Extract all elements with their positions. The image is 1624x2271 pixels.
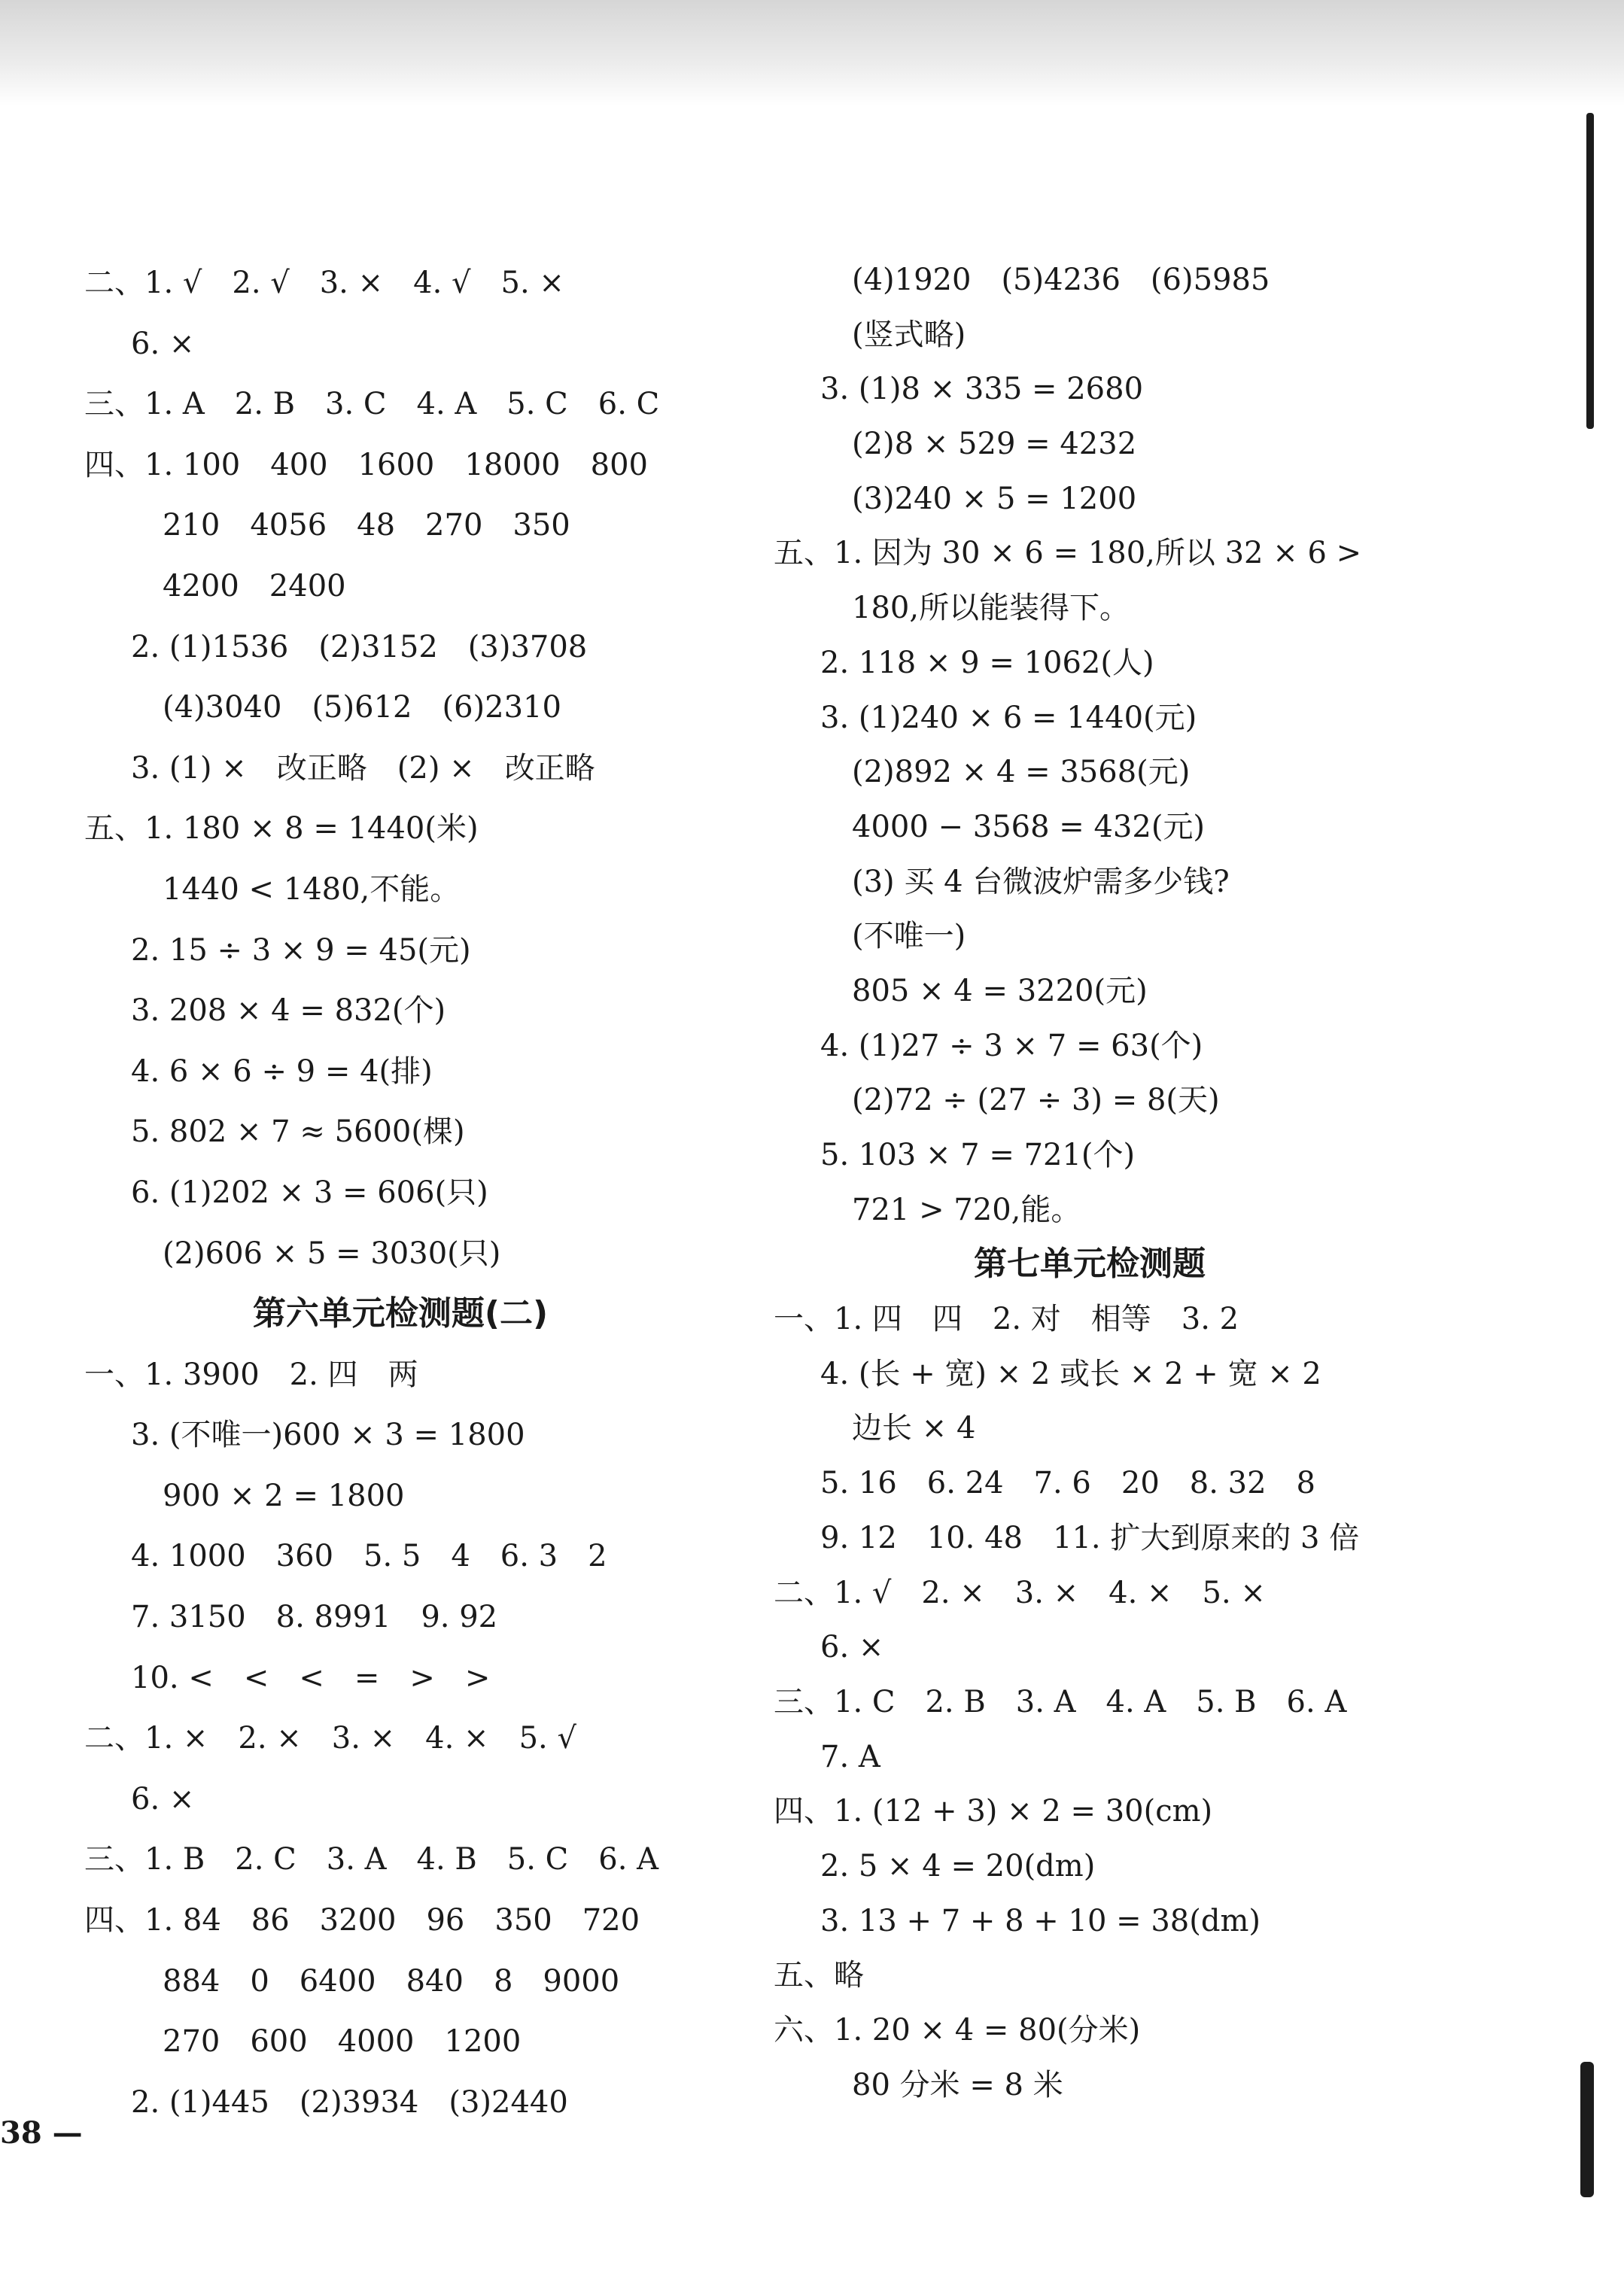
answer-line: 3. 208 × 4 = 832(个) xyxy=(131,993,446,1029)
answer-line: 四、1. 100 400 1600 18000 800 xyxy=(84,447,648,482)
answer-line: 4. 6 × 6 ÷ 9 = 4(排) xyxy=(131,1053,433,1089)
answer-line: 3. (1)8 × 335 = 2680 xyxy=(820,372,1144,407)
answer-line: 2. (1)445 (2)3934 (3)2440 xyxy=(131,2084,568,2120)
answer-line: 3. 13 + 7 + 8 + 10 = 38(dm) xyxy=(820,1903,1261,1938)
page-number: 38 — xyxy=(0,2115,83,2151)
section-heading: 第六单元检测题(二) xyxy=(252,1294,549,1333)
answer-line: 2. 118 × 9 = 1062(人) xyxy=(820,645,1154,680)
answer-line: (3)240 × 5 = 1200 xyxy=(852,481,1137,516)
scan-edge-mark-bottom xyxy=(1580,2062,1594,2197)
answer-line: 210 4056 48 270 350 xyxy=(163,508,570,543)
answer-line: (4)3040 (5)612 (6)2310 xyxy=(163,690,561,725)
answer-line: 三、1. B 2. C 3. A 4. B 5. C 6. A xyxy=(84,1842,659,1877)
answer-line: 五、1. 180 × 8 = 1440(米) xyxy=(84,811,479,847)
answer-line: 五、1. 因为 30 × 6 = 180,所以 32 × 6 > xyxy=(774,536,1362,571)
answer-line: 900 × 2 = 1800 xyxy=(163,1478,405,1513)
scan-edge-mark xyxy=(1586,113,1594,429)
answer-line: 二、1. √ 2. √ 3. × 4. √ 5. × xyxy=(84,266,564,300)
answer-line: 2. (1)1536 (2)3152 (3)3708 xyxy=(131,629,588,664)
answer-line: (2)8 × 529 = 4232 xyxy=(852,427,1137,462)
answer-column-right xyxy=(774,253,1571,2112)
answer-line: 1440 < 1480,不能。 xyxy=(163,871,461,907)
answer-column-left xyxy=(84,253,762,2133)
answer-line: (4)1920 (5)4236 (6)5985 xyxy=(852,263,1270,297)
answer-line: 5. 103 × 7 = 721(个) xyxy=(820,1138,1136,1172)
answer-line: 四、1. 84 86 3200 96 350 720 xyxy=(84,1903,640,1938)
section-heading: 第七单元检测题 xyxy=(974,1245,1206,1284)
answer-line: (2)892 × 4 = 3568(元) xyxy=(852,755,1191,790)
answer-line: 3. (1) × 改正略 (2) × 改正略 xyxy=(131,750,595,786)
answer-line: 180,所以能装得下。 xyxy=(852,591,1130,626)
answer-line: (2)72 ÷ (27 ÷ 3) = 8(天) xyxy=(852,1083,1220,1118)
answer-line: 2. 5 × 4 = 20(dm) xyxy=(820,1848,1096,1883)
answer-line: 270 600 4000 1200 xyxy=(163,2024,522,2060)
answer-line: 7. A xyxy=(820,1739,880,1774)
answer-line: 一、1. 四 四 2. 对 相等 3. 2 xyxy=(774,1302,1239,1337)
answer-line: 721 > 720,能。 xyxy=(852,1192,1081,1227)
answer-line: 边长 × 4 xyxy=(852,1411,976,1446)
scan-top-shadow xyxy=(0,0,1624,105)
answer-line: 4. (长 + 宽) × 2 或长 × 2 + 宽 × 2 xyxy=(820,1356,1321,1391)
answer-line: (竖式略) xyxy=(852,317,966,352)
answer-line: 4. (1)27 ÷ 3 × 7 = 63(个) xyxy=(820,1028,1203,1063)
answer-line: 10. < < < = > > xyxy=(131,1660,491,1695)
answer-line: 80 分米 = 8 米 xyxy=(852,2067,1063,2102)
answer-line: 四、1. (12 + 3) × 2 = 30(cm) xyxy=(774,1794,1213,1829)
answer-line: 2. 15 ÷ 3 × 9 = 45(元) xyxy=(131,932,471,968)
answer-line: 884 0 6400 840 8 9000 xyxy=(163,1963,620,1999)
answer-line: 6. × xyxy=(820,1630,884,1665)
answer-line: 二、1. √ 2. × 3. × 4. × 5. × xyxy=(774,1575,1266,1610)
answer-line: 二、1. × 2. × 3. × 4. × 5. √ xyxy=(84,1721,576,1756)
answer-line: 7. 3150 8. 8991 9. 92 xyxy=(131,1600,498,1635)
answer-line: (不唯一) xyxy=(852,919,966,954)
answer-line: 3. (不唯一)600 × 3 = 1800 xyxy=(131,1418,525,1453)
answer-line: 4200 2400 xyxy=(163,568,346,603)
answer-line: 六、1. 20 × 4 = 80(分米) xyxy=(774,2013,1141,2048)
answer-line: 4000 − 3568 = 432(元) xyxy=(852,809,1206,844)
answer-line: 一、1. 3900 2. 四 两 xyxy=(84,1357,418,1392)
answer-line: (3) 买 4 台微波炉需多少钱? xyxy=(852,864,1230,899)
answer-line: 805 × 4 = 3220(元) xyxy=(852,973,1148,1008)
answer-line: 3. (1)240 × 6 = 1440(元) xyxy=(820,700,1197,735)
answer-line: 5. 802 × 7 ≈ 5600(棵) xyxy=(131,1114,465,1150)
answer-line: 三、1. C 2. B 3. A 4. A 5. B 6. A xyxy=(774,1684,1347,1719)
answer-line: 6. × xyxy=(131,1781,195,1816)
answer-line: 6. × xyxy=(131,326,195,361)
answer-line: 五、略 xyxy=(774,1958,864,1993)
answer-line: 9. 12 10. 48 11. 扩大到原来的 3 倍 xyxy=(820,1520,1360,1555)
answer-line: 三、1. A 2. B 3. C 4. A 5. C 6. C xyxy=(84,387,660,422)
answer-line: 4. 1000 360 5. 5 4 6. 3 2 xyxy=(131,1539,607,1574)
answer-line: 6. (1)202 × 3 = 606(只) xyxy=(131,1175,488,1210)
answer-line: (2)606 × 5 = 3030(只) xyxy=(163,1236,501,1271)
answer-line: 5. 16 6. 24 7. 6 20 8. 32 8 xyxy=(820,1466,1316,1501)
